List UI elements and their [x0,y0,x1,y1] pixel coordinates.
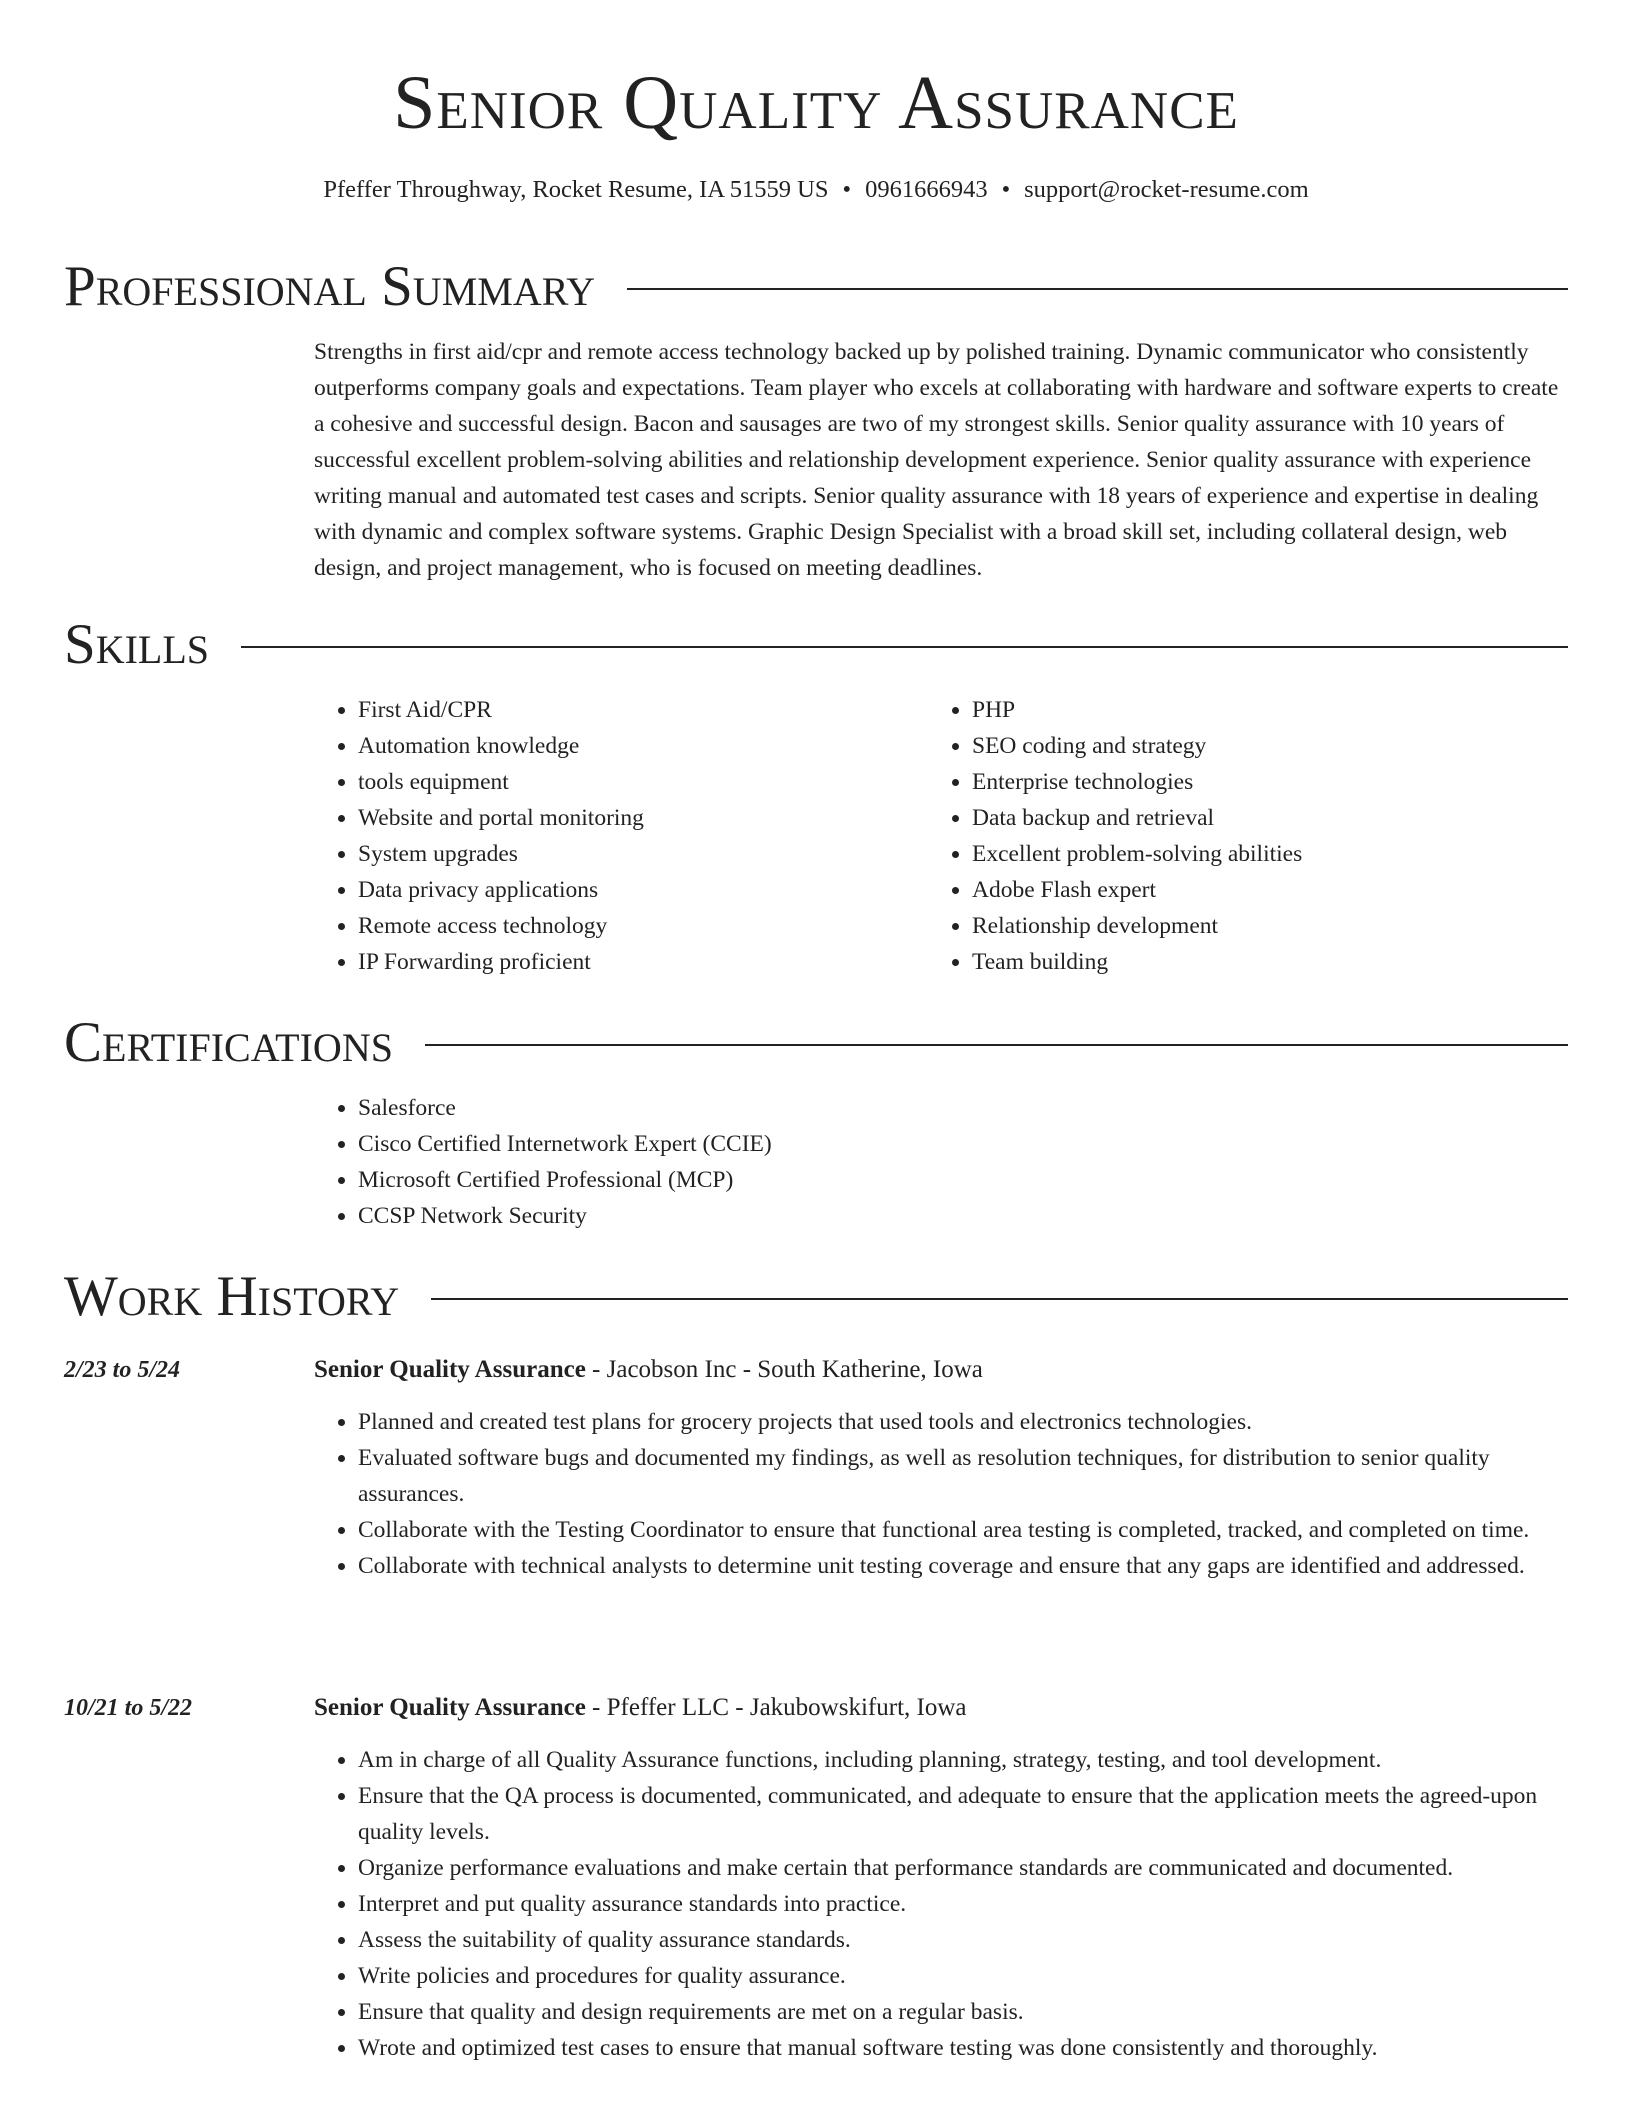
skill-item: • First Aid/CPR [358,692,918,728]
skill-item: • Website and portal monitoring [358,800,918,836]
skill-item: • Team building [972,944,1612,980]
certification-item: • Microsoft Certified Professional (MCP) [358,1162,1558,1198]
skills-section-header [64,610,1568,680]
certifications-heading: Certifications [64,1011,393,1074]
contact-separator: • [842,176,852,203]
skill-item: • Remote access technology [358,908,918,944]
skills-list-left [314,692,918,980]
certifications-section-header [64,1008,1568,1078]
job-bullet: • Evaluated software bugs and documented my findings, as well as resolution techniques, for distribution to senior quality assurances. [358,1440,1568,1512]
summary-section-header [64,252,1568,322]
job-dates: 10/21 to 5/22 [64,1695,193,1721]
skill-item: • IP Forwarding proficient [358,944,918,980]
skill-item: • Enterprise technologies [972,764,1612,800]
skill-item: • tools equipment [358,764,918,800]
work-history-section-header [64,1262,1568,1332]
skill-item: • Data backup and retrieval [972,800,1612,836]
section-divider [241,646,1568,648]
skill-item: • SEO coding and strategy [972,728,1612,764]
job-title-line [314,1352,1568,1388]
job-bullets [314,1742,1568,2066]
job-role: Senior Quality Assurance [314,1356,586,1383]
resume-title: Senior Quality Assurance [393,61,1239,145]
skill-item: • Excellent problem-solving abilities [972,836,1612,872]
job-bullet: • Planned and created test plans for grocery projects that used tools and electronics technologies. [358,1404,1568,1440]
certification-item: • Cisco Certified Internetwork Expert (CCIE) [358,1126,1558,1162]
job-bullet: • Organize performance evaluations and make certain that performance standards are communicated and documented. [358,1850,1568,1886]
section-divider [431,1298,1568,1300]
job-company-location: - Jacobson Inc - South Katherine, Iowa [585,1356,983,1383]
contact-line [0,172,1632,208]
skill-item: • Automation knowledge [358,728,918,764]
contact-address: Pfeffer Throughway, Rocket Resume, IA 51559 US [323,176,829,203]
job-bullet: • Write policies and procedures for quality assurance. [358,1958,1568,1994]
skill-item: • Data privacy applications [358,872,918,908]
skills-heading: Skills [64,613,210,676]
certification-item: • Salesforce [358,1090,1558,1126]
job-bullet: • Ensure that the QA process is documented, communicated, and adequate to ensure that the application meets the agreed-upon quality levels. [358,1778,1568,1850]
job-bullet: • Am in charge of all Quality Assurance functions, including planning, strategy, testing, and tool development. [358,1742,1568,1778]
work-history-heading: Work History [64,1265,400,1328]
skill-item: • System upgrades [358,836,918,872]
job-bullet: • Ensure that quality and design requirements are met on a regular basis. [358,1994,1568,2030]
summary-heading: Professional Summary [64,255,596,318]
job-company-location: - Pfeffer LLC - Jakubowskifurt, Iowa [585,1694,967,1721]
skill-item: • Adobe Flash expert [972,872,1612,908]
section-divider [627,288,1568,290]
certification-item: • CCSP Network Security [358,1198,1558,1234]
job-dates: 2/23 to 5/24 [64,1357,181,1383]
job-bullet: • Collaborate with the Testing Coordinator to ensure that functional area testing is completed, tracked, and completed on time. [358,1512,1568,1548]
job-bullet: • Assess the suitability of quality assurance standards. [358,1922,1568,1958]
job-title-line [314,1690,1568,1726]
section-divider [425,1044,1568,1046]
job-bullet: • Interpret and put quality assurance standards into practice. [358,1886,1568,1922]
skills-list-right [928,692,1612,980]
summary-text: Strengths in first aid/cpr and remote access technology backed up by polished training. Dynamic communicator who consistently outperforms company goals and expectations. Team player who excels at collaborating with hardware and software experts to create a cohesive and successful design. Bacon and sausages are two of my strongest skills. Senior quality assurance with 10 years of successful excellent problem-solving abilities and relationship development experience. Senior quality assurance with experience writing manual and automated test cases and scripts. Senior quality assurance with 18 years of experience and expertise in dealing with dynamic and complex software systems. Graphic Design Specialist with a broad skill set, including collateral design, web design, and project management, who is focused on meeting deadlines. [314,339,1559,581]
contact-separator: • [1001,176,1011,203]
skill-item: • PHP [972,692,1612,728]
job-bullets [314,1404,1568,1584]
job-bullet: • Collaborate with technical analysts to determine unit testing coverage and ensure that any gaps are identified and addressed. [358,1548,1568,1584]
job-bullet: • Wrote and optimized test cases to ensure that manual software testing was done consistently and thoroughly. [358,2030,1568,2066]
contact-phone: 0961666943 [865,176,988,203]
contact-email: support@rocket-resume.com [1024,176,1309,203]
certifications-list [314,1090,1558,1234]
job-role: Senior Quality Assurance [314,1694,586,1721]
skill-item: • Relationship development [972,908,1612,944]
